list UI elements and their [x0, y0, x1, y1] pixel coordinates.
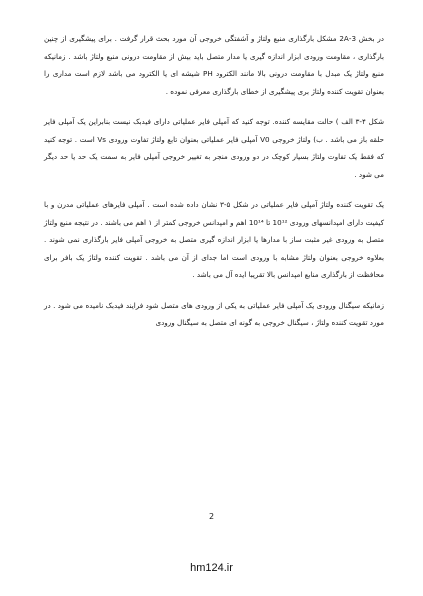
page-number: 2 — [208, 512, 215, 521]
paragraph-4: زمانیکه سیگنال ورودی یک آمپلی فایر عملیاتی به یکی از ورودی های متصل شود فرایند فیدبک نامیده می شود . در مورد تقویت کننده ولتاژ ، سیگنال خروجی به گونه ای متصل به سیگنال ورودی — [44, 300, 384, 327]
paragraph-3: یک تقویت کننده ولتاژ آمپلی فایر عملیاتی در شکل ۵-۳ نشان داده شده است . آمپلی فایرهای عملیاتی مدرن و با کیفیت دارای امپدانسهای ورودی 10¹² تا 10¹⁴ اهم و امپدانس خروجی کمتر از ۱ اهم می باشند . در نتیجه منبع ولتاژ متصل به ورودی غیر مثبت ساز با مدارها یا ابزار اندازه گیری متصل به خروجی آمپلی فایر بارگذاری نمی شوند . بعلاوه خروجی بعنوان ولتاژ مشابه با ورودی است اما جدای از آن می باشد . تقویت کننده ولتاژ یک بافر برای محافظت از بارگذاری منابع امپدانس بالا تقریبا ایده آل می باشد . — [44, 200, 385, 279]
site-watermark: hm124.ir — [190, 562, 233, 574]
document-body — [44, 30, 384, 345]
paragraph-1: در بخش 3-2A مشکل بارگذاری منبع ولتاژ و آشفتگی خروجی آن مورد بحث قرار گرفت . برای پیشگیری از چنین بارگذاری ، مقاومت ورودی ابزار اندازه گیری یا مدار متصل باید بیش از مقاومت درونی منبع ولتاژ باشد . زمانیکه منبع ولتاژ یک مبدل با مقاومت درونی بالا مانند الکترود PH شیشه ای یا الکترود می باشد لازم است مداری را بعنوان تقویت کننده ولتاژ بری پیشگیری از خطای بارگذاری معرفی نموده . — [44, 34, 384, 96]
paragraph-2: شکل ۴-۳ الف ) حالت مقایسه کننده. توجه کنید که آمپلی فایر عملیاتی دارای فیدبک نیست بنابراین یک آمپلی فایر حلقه باز می باشد . ب) ولتاژ خروجی V0 آمپلی فایر عملیاتی بعنوان تابع ولتاژ تفاوت ورودی Vs است . توجه کنید که فقط یک تفاوت ولتاژ بسیار کوچک در دو ورودی منجر به تغییر خروجی آمپلی فایر به سمت یک حد یا حد دیگر می شود . — [44, 117, 384, 179]
